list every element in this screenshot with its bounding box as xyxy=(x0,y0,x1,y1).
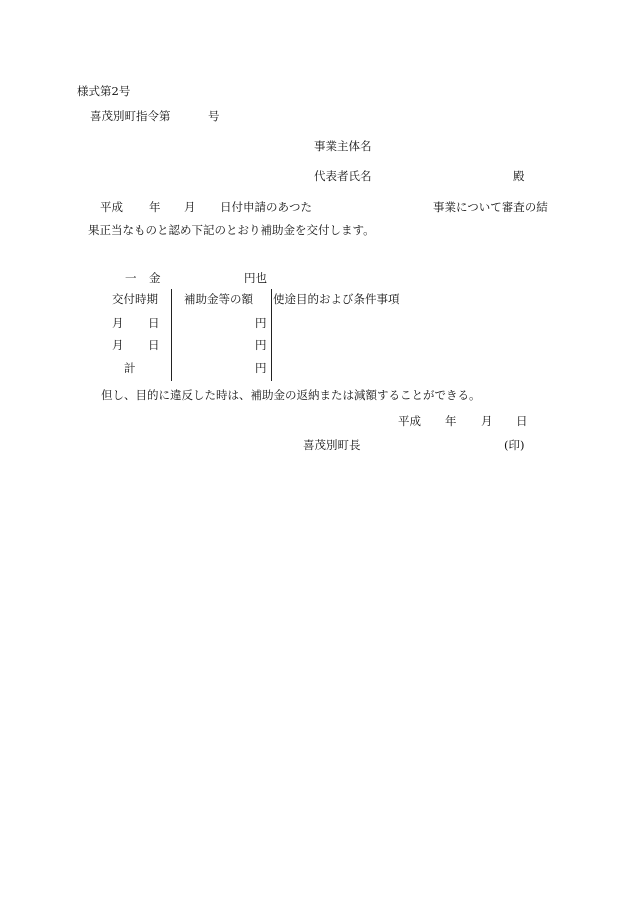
application-phrase: 日付申請のあつた xyxy=(220,200,312,214)
body-line-2: 果正当なものと認め下記のとおり補助金を交付します。 xyxy=(88,223,375,237)
row-yen: 円 xyxy=(255,338,267,352)
row-month-unit: 月 xyxy=(112,316,124,330)
footer-month-unit: 月 xyxy=(481,414,493,428)
honorific: 殿 xyxy=(513,169,525,183)
directive-prefix: 喜茂別町指令第 xyxy=(90,109,171,123)
row-day-unit: 日 xyxy=(148,338,160,352)
mayor-title: 喜茂別町長 xyxy=(303,438,361,452)
seal-mark: (印) xyxy=(504,438,525,452)
footer-year-unit: 年 xyxy=(445,414,457,428)
project-phrase: 事業について審査の結 xyxy=(433,200,548,214)
amount-kin: 金 xyxy=(149,271,161,285)
table-divider-left xyxy=(171,289,172,381)
amount-yen-nari: 円也 xyxy=(244,271,267,285)
footer-era: 平成 xyxy=(398,414,421,428)
row-month-unit: 月 xyxy=(112,338,124,352)
note: 但し、目的に違反した時は、補助金の返納または減額することができる。 xyxy=(101,388,481,402)
row-yen: 円 xyxy=(255,316,267,330)
directive-suffix: 号 xyxy=(208,109,220,123)
entity-label: 事業主体名 xyxy=(314,139,372,153)
header-delivery-timing: 交付時期 xyxy=(112,292,158,306)
body-era: 平成 xyxy=(100,200,123,214)
table-divider-right xyxy=(271,289,272,381)
header-purpose-conditions: 使途目的および条件事項 xyxy=(273,292,400,306)
total-yen: 円 xyxy=(255,361,267,375)
body-month-unit: 月 xyxy=(184,200,196,214)
total-label: 計 xyxy=(124,361,136,375)
representative-label: 代表者氏名 xyxy=(314,169,372,183)
row-day-unit: 日 xyxy=(148,316,160,330)
amount-ichi: 一 xyxy=(125,271,137,285)
form-number: 様式第2号 xyxy=(77,84,131,98)
body-year-unit: 年 xyxy=(149,200,161,214)
header-subsidy-amount: 補助金等の額 xyxy=(184,292,253,306)
footer-day-unit: 日 xyxy=(516,414,528,428)
